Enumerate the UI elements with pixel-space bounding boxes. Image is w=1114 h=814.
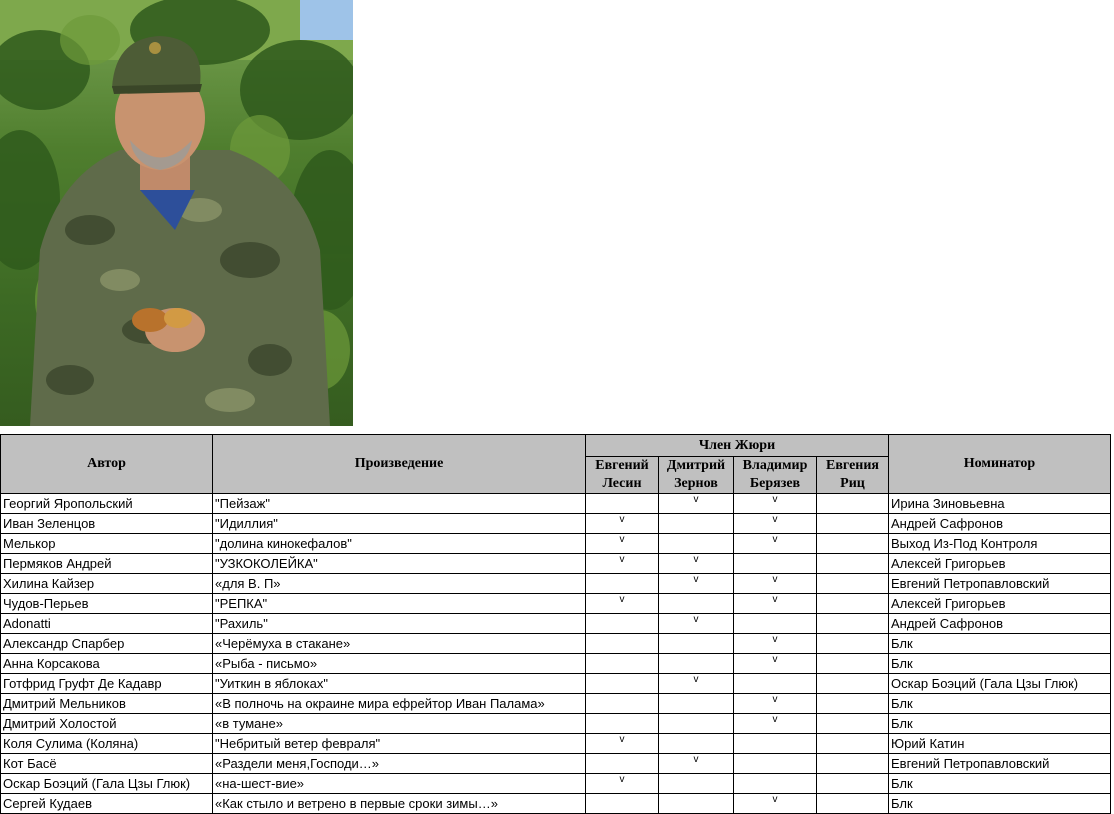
work-cell: "Небритый ветер февраля" [213,734,586,754]
vote-mark: v [772,694,778,705]
vote-mark: v [693,494,699,505]
vote-cell [659,734,734,754]
vote-cell [817,494,889,514]
work-cell: "РЕПКА" [213,594,586,614]
table-row [1,534,1111,554]
author-photo [0,0,353,426]
work-cell: «Рыба - письмо» [213,654,586,674]
vote-mark: v [772,494,778,505]
vote-mark: v [693,554,699,565]
table-row [1,674,1111,694]
table-row [1,514,1111,534]
vote-mark: v [619,554,625,565]
vote-cell [659,754,734,774]
vote-cell [659,594,734,614]
vote-cell [734,574,817,594]
vote-mark: v [772,534,778,545]
nominator-cell: Евгений Петропавловский [889,754,1111,774]
vote-cell [586,734,659,754]
table-row [1,754,1111,774]
vote-cell [586,534,659,554]
vote-mark: v [619,734,625,745]
vote-mark: v [772,794,778,805]
author-cell: Александр Спарбер [1,634,213,654]
vote-cell [659,494,734,514]
nominator-cell: Блк [889,654,1111,674]
vote-cell [586,754,659,774]
table-row [1,494,1111,514]
vote-cell [734,714,817,734]
work-cell: "Идиллия" [213,514,586,534]
vote-cell [734,654,817,674]
work-cell: "Рахиль" [213,614,586,634]
work-cell: «на-шест-вие» [213,774,586,794]
header-jury-4: Евгения Риц [817,457,889,494]
header-jury-2: Дмитрий Зернов [659,457,734,494]
jury-votes-table [0,434,1111,814]
author-cell: Кот Басё [1,754,213,774]
vote-cell [659,694,734,714]
vote-cell [734,674,817,694]
nominator-cell: Алексей Григорьев [889,594,1111,614]
vote-mark: v [693,614,699,625]
author-cell: Дмитрий Холостой [1,714,213,734]
vote-mark: v [772,634,778,645]
vote-mark: v [772,514,778,525]
table-row [1,734,1111,754]
vote-cell [659,794,734,814]
vote-mark: v [772,574,778,585]
vote-cell [586,574,659,594]
nominator-cell: Блк [889,714,1111,734]
author-cell: Готфрид Груфт Де Кадавр [1,674,213,694]
vote-cell [586,494,659,514]
author-cell: Дмитрий Мельников [1,694,213,714]
vote-mark: v [772,594,778,605]
nominator-cell: Андрей Сафронов [889,514,1111,534]
work-cell: «в тумане» [213,714,586,734]
table-body [1,494,1111,814]
nominator-cell: Оскар Боэций (Гала Цзы Глюк) [889,674,1111,694]
author-cell: Хилина Кайзер [1,574,213,594]
work-cell: «Черёмуха в стакане» [213,634,586,654]
vote-cell [817,734,889,754]
vote-mark: v [693,574,699,585]
vote-cell [734,594,817,614]
vote-mark: v [619,594,625,605]
work-cell: «для В. П» [213,574,586,594]
vote-cell [817,774,889,794]
vote-cell [817,534,889,554]
author-cell: Оскар Боэций (Гала Цзы Глюк) [1,774,213,794]
vote-cell [659,514,734,534]
nominator-cell: Блк [889,774,1111,794]
vote-cell [734,534,817,554]
author-cell: Георгий Яропольский [1,494,213,514]
work-cell: "Пейзаж" [213,494,586,514]
vote-cell [586,774,659,794]
vote-cell [817,674,889,694]
vote-cell [659,534,734,554]
work-cell: "УЗКОКОЛЕЙКА" [213,554,586,574]
header-author: Автор [1,435,213,494]
table-row [1,774,1111,794]
vote-cell [586,674,659,694]
vote-cell [817,654,889,674]
vote-mark: v [693,674,699,685]
vote-cell [817,714,889,734]
nominator-cell: Ирина Зиновьевна [889,494,1111,514]
vote-mark: v [619,534,625,545]
nominator-cell: Блк [889,634,1111,654]
vote-cell [817,634,889,654]
vote-cell [659,634,734,654]
vote-cell [734,554,817,574]
vote-cell [734,494,817,514]
nominator-cell: Алексей Григорьев [889,554,1111,574]
header-work: Произведение [213,435,586,494]
vote-cell [817,514,889,534]
vote-cell [734,694,817,714]
vote-cell [586,594,659,614]
table-row [1,554,1111,574]
vote-cell [586,694,659,714]
vote-mark: v [772,654,778,665]
nominator-cell: Евгений Петропавловский [889,574,1111,594]
table-row [1,594,1111,614]
author-cell: Adonatti [1,614,213,634]
vote-cell [659,574,734,594]
vote-cell [734,514,817,534]
vote-cell [817,554,889,574]
author-cell: Анна Корсакова [1,654,213,674]
vote-cell [659,714,734,734]
work-cell: "Уиткин в яблоках" [213,674,586,694]
nominator-cell: Блк [889,694,1111,714]
vote-cell [734,774,817,794]
vote-mark: v [619,774,625,785]
nominator-cell: Выход Из-Под Контроля [889,534,1111,554]
table-row [1,654,1111,674]
table-row [1,614,1111,634]
work-cell: "долина кинокефалов" [213,534,586,554]
vote-cell [659,674,734,694]
author-cell: Коля Сулима (Коляна) [1,734,213,754]
vote-mark: v [772,714,778,725]
author-cell: Сергей Кудаев [1,794,213,814]
vote-cell [659,554,734,574]
vote-cell [586,714,659,734]
vote-mark: v [619,514,625,525]
header-jury-3: Владимир Берязев [734,457,817,494]
author-cell: Иван Зеленцов [1,514,213,534]
vote-mark: v [693,754,699,765]
nominator-cell: Юрий Катин [889,734,1111,754]
nominator-cell: Андрей Сафронов [889,614,1111,634]
vote-cell [734,634,817,654]
vote-cell [734,794,817,814]
vote-cell [734,734,817,754]
table-row [1,634,1111,654]
author-cell: Пермяков Андрей [1,554,213,574]
vote-cell [659,774,734,794]
table-row [1,714,1111,734]
vote-cell [586,654,659,674]
vote-cell [817,694,889,714]
vote-cell [586,634,659,654]
vote-cell [734,754,817,774]
vote-cell [817,614,889,634]
author-cell: Мелькор [1,534,213,554]
vote-cell [586,554,659,574]
table-row [1,794,1111,814]
work-cell: «В полночь на окраине мира ефрейтор Иван Палама» [213,694,586,714]
table-row [1,694,1111,714]
vote-cell [586,514,659,534]
vote-cell [586,794,659,814]
header-nominator: Номинатор [889,435,1111,494]
header-jury-1: Евгений Лесин [586,457,659,494]
vote-cell [659,614,734,634]
work-cell: «Раздели меня,Господи…» [213,754,586,774]
vote-cell [817,594,889,614]
vote-cell [659,654,734,674]
table-row [1,574,1111,594]
vote-cell [817,794,889,814]
header-jury-group: Член Жюри [586,435,889,457]
vote-cell [586,614,659,634]
vote-cell [817,574,889,594]
vote-cell [817,754,889,774]
work-cell: «Как стыло и ветрено в первые сроки зимы…» [213,794,586,814]
vote-cell [734,614,817,634]
nominator-cell: Блк [889,794,1111,814]
author-cell: Чудов-Перьев [1,594,213,614]
